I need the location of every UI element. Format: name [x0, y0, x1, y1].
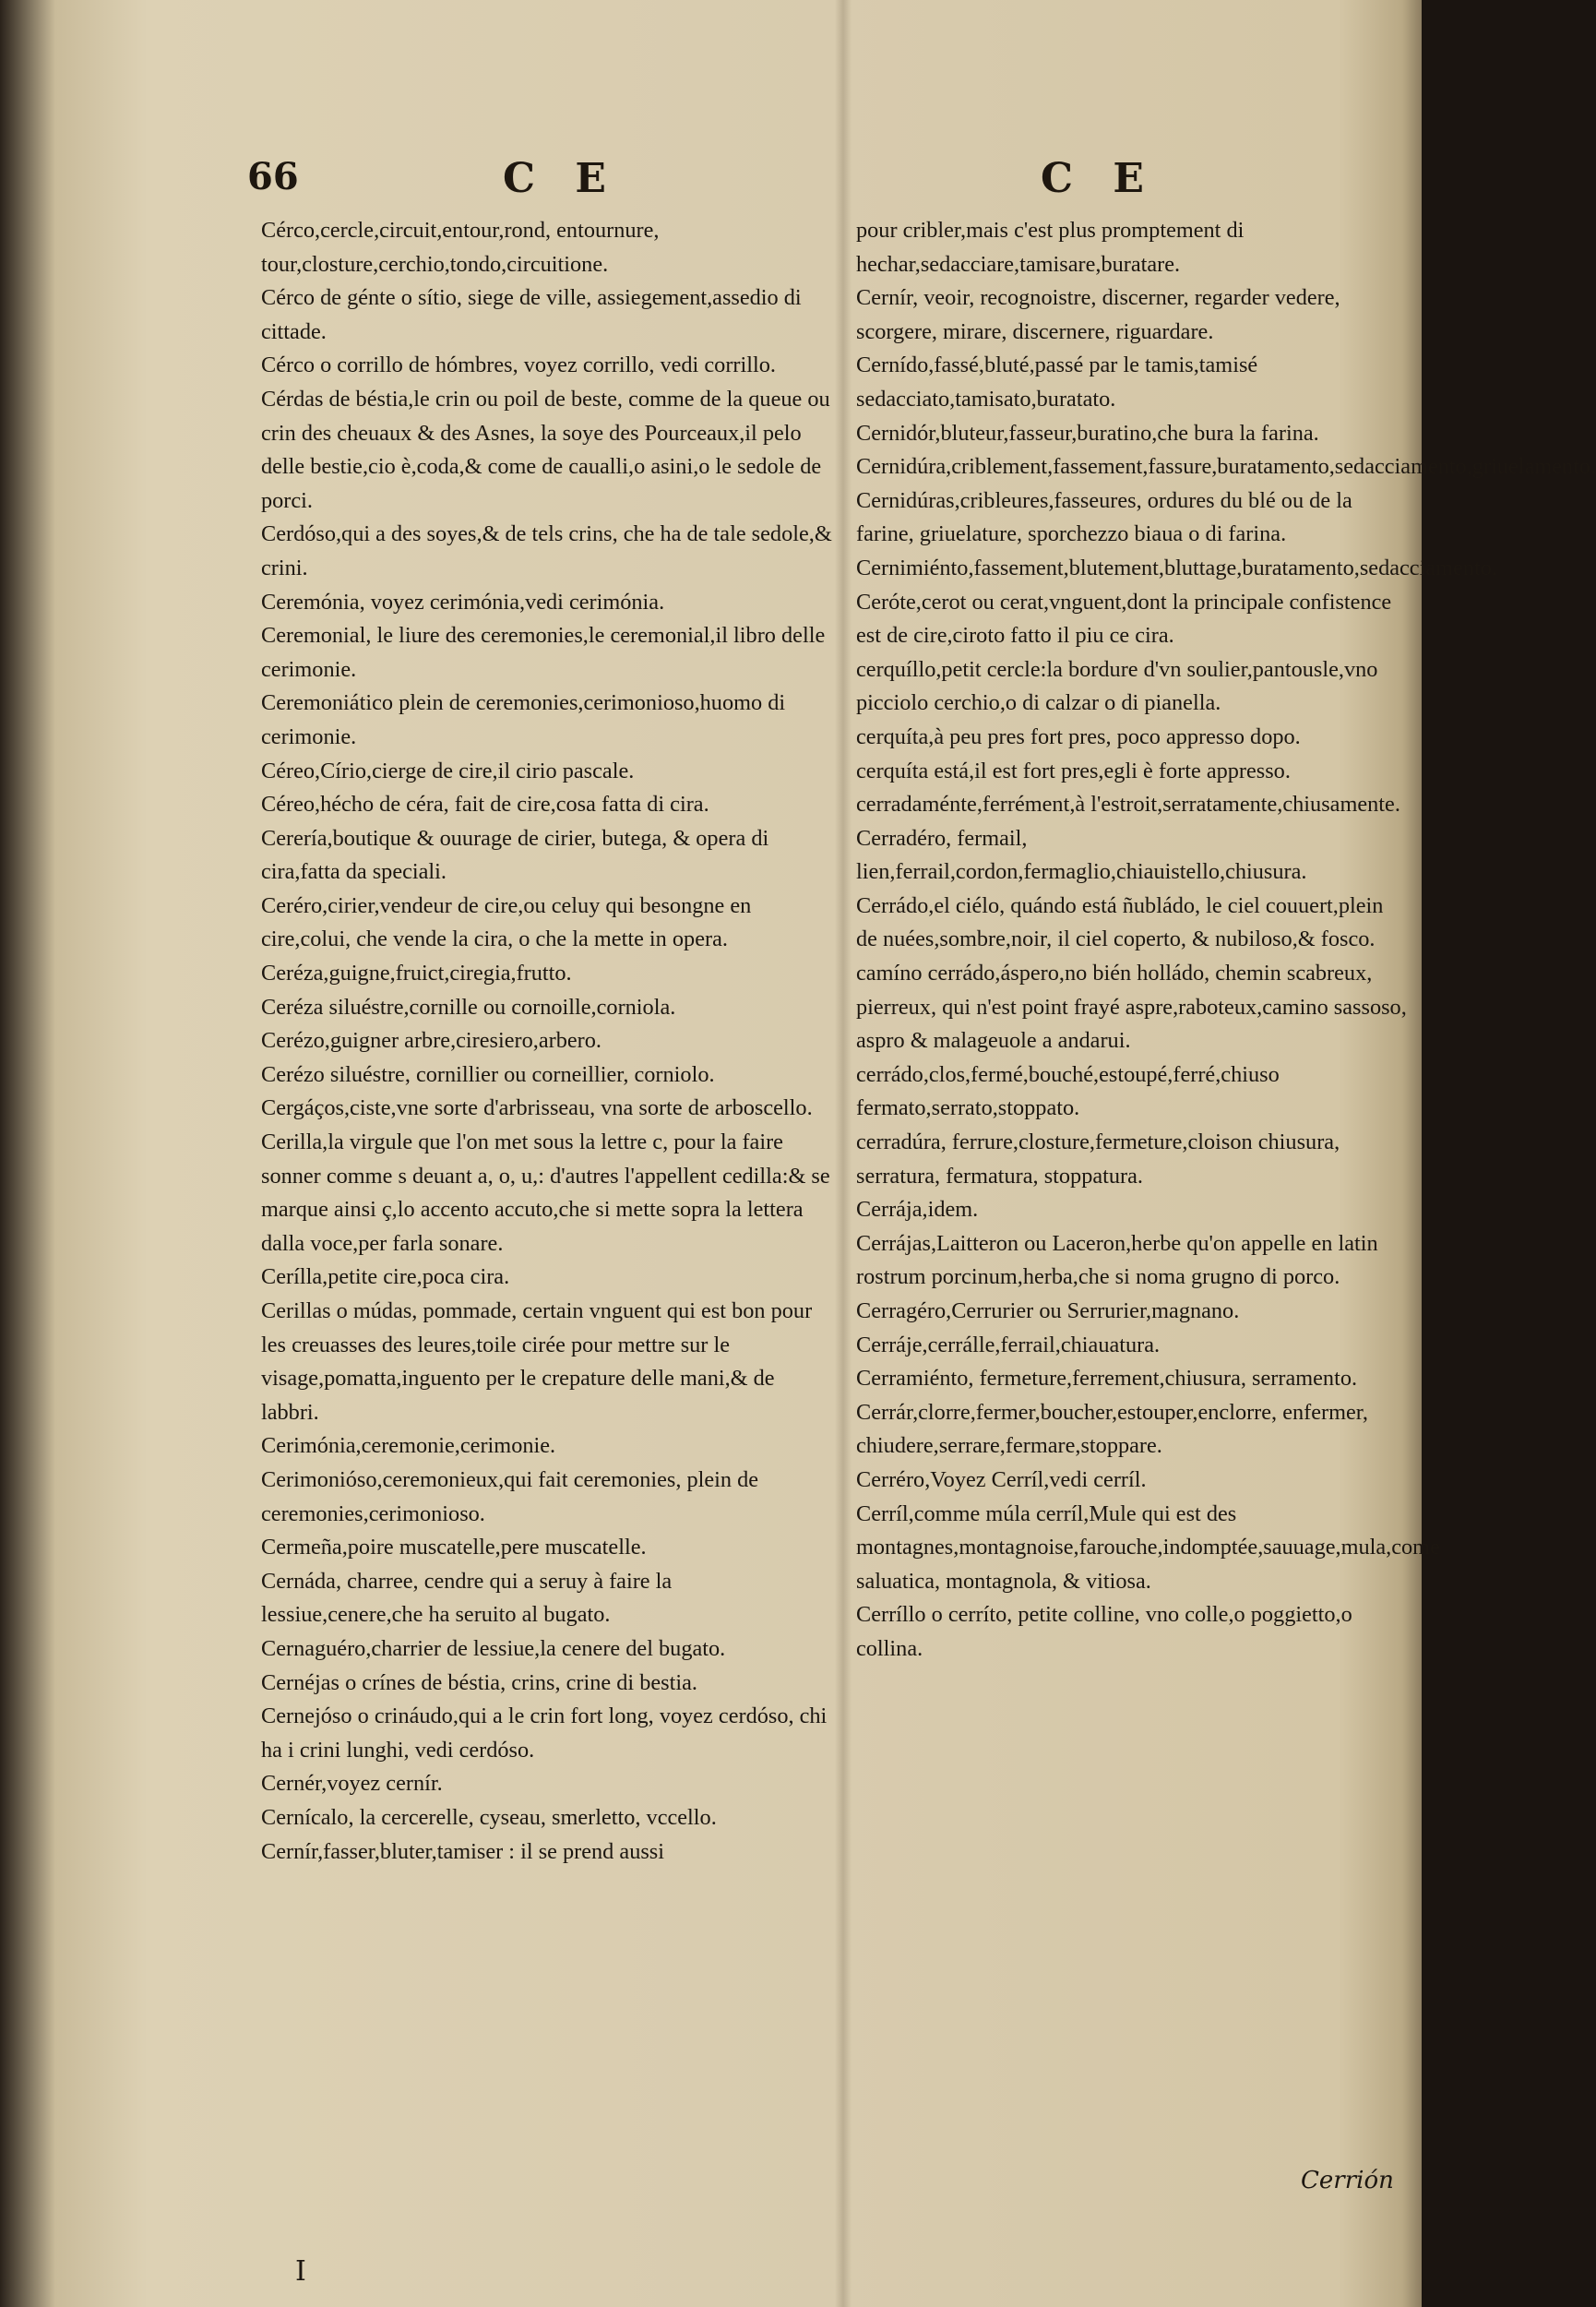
dictionary-entry: Cerréro,Voyez Cerríl,vedi cerríl. — [856, 1466, 1147, 1492]
dictionary-entry: Cernidór,bluteur,fasseur,buratino,che bura la farina. — [856, 420, 1319, 446]
dictionary-entry: Cernejóso o crináudo,qui a le crin fort long, voyez cerdóso, chi ha i crini lunghi, vedi cerdóso. — [261, 1703, 828, 1763]
page-number: 66 — [247, 155, 299, 198]
right-running-head: C E — [1041, 155, 1157, 202]
dictionary-entry: Céreo,hécho de céra, fait de cire,cosa fatta di cira. — [261, 792, 709, 818]
dictionary-entry: Cerilla,la virgule que l'on met sous la lettre c, pour la faire sonner comme s deuant a, o, u,: d'autres l'appellent cedilla:& se marque ainsi ç,lo accento accuto,che si mette sopra la lettera dalla voce,per farla sonare. — [261, 1130, 830, 1256]
dictionary-entry: Cermeña,poire muscatelle,pere muscatelle. — [261, 1535, 647, 1560]
dictionary-entry: Cernaguéro,charrier de lessiue,la cenere del bugato. — [261, 1635, 726, 1661]
dictionary-entry: cerquíta está,il est fort pres,egli è forte appresso. — [856, 758, 1291, 783]
dictionary-entry: Cerríl,comme múla cerríl,Mule qui est des montagnes,montagnoise,farouche,indomptée,sauuage,mula,come saluatica, montagnola, & vitiosa. — [856, 1500, 1440, 1594]
dictionary-entry: Cérco o corrillo de hómbres, voyez corrillo, vedi corrillo. — [261, 353, 776, 378]
dictionary-entry: Cerráje,cerrálle,ferrail,chiauatura. — [856, 1332, 1161, 1357]
dictionary-entry: Cerézo,guigner arbre,ciresiero,arbero. — [261, 1028, 601, 1054]
right-column — [856, 214, 1596, 1667]
dictionary-entry: Cernidúra,criblement,fassement,fassure,buratamento,sedacciamento,griuelamento. — [856, 454, 1596, 480]
dictionary-entry: Ceróte,cerot ou cerat,vnguent,dont la principale confistence est de cire,ciroto fatto il piu ce cira. — [856, 589, 1392, 649]
dictionary-entry: Cernér,voyez cernír. — [261, 1771, 443, 1797]
dictionary-entry: cerrádo,clos,fermé,bouché,estoupé,ferré,chiuso fermato,serrato,stoppato. — [856, 1061, 1280, 1121]
dictionary-entry: Cerílla,petite cire,poca cira. — [261, 1264, 510, 1290]
dictionary-entry: Cerillas o múdas, pommade, certain vnguent qui est bon pour les creuasses des leures,toile cirée pour mettre sur le visage,pomatta,inguento per le crepature delle mani,& de labbri. — [261, 1298, 813, 1425]
dictionary-entry: Cerrájas,Laitteron ou Laceron,herbe qu'on appelle en latin rostrum porcinum,herba,che si noma grugno di porco. — [856, 1230, 1378, 1290]
dictionary-entry: Ceremónia, voyez cerimónia,vedi cerimónia. — [261, 589, 665, 615]
dictionary-entry: Cerríllo o cerríto, petite colline, vno colle,o poggietto,o collina. — [856, 1602, 1352, 1661]
dictionary-entry: pour cribler,mais c'est plus promptement di hechar,sedacciare,tamisare,buratare. — [856, 218, 1245, 277]
dictionary-entry: Cerería,boutique & ouurage de cirier, butega, & opera di cira,fatta da speciali. — [261, 825, 769, 885]
dictionary-entry: cerquíllo,petit cercle:la bordure d'vn soulier,pantousle,vno picciolo cerchio,o di calzar o di pianella. — [856, 656, 1378, 716]
catchword: Cerrión — [1301, 2167, 1394, 2194]
left-column — [261, 214, 833, 1869]
dictionary-entry: Ceréza siluéstre,cornille ou cornoille,corniola. — [261, 994, 676, 1020]
dictionary-entry: Cernáda, charree, cendre qui a seruy à faire la lessiue,cenere,che ha seruito al bugato. — [261, 1568, 673, 1628]
dictionary-entry: Cergáços,ciste,vne sorte d'arbrisseau, vna sorte de arboscello. — [261, 1095, 813, 1121]
dictionary-entry: cerquíta,à peu pres fort pres, poco appresso dopo. — [856, 723, 1301, 749]
dictionary-entry: Cernícalo, la cercerelle, cyseau, smerletto, vccello. — [261, 1804, 717, 1830]
dictionary-entry: Ceremonial, le liure des ceremonies,le ceremonial,il libro delle cerimonie. — [261, 623, 826, 682]
left-running-head: C E — [503, 155, 619, 202]
dictionary-entry: Cérco,cercle,circuit,entour,rond, entournure, tour,closture,cerchio,tondo,circuitione. — [261, 218, 660, 277]
dictionary-entry: Cerimonióso,ceremonieux,qui fait ceremonies, plein de ceremonies,cerimonioso. — [261, 1466, 759, 1526]
dictionary-entry: Cerézo siluéstre, cornillier ou corneillier, corniolo. — [261, 1061, 715, 1087]
dictionary-entry: Cerramiénto, fermeture,ferrement,chiusura, serramento. — [856, 1366, 1358, 1392]
dictionary-entry: Ceréza,guigne,fruict,ciregia,frutto. — [261, 961, 572, 986]
dictionary-entry: Cerimónia,ceremonie,cerimonie. — [261, 1433, 556, 1459]
page-gutter-shadow — [835, 0, 852, 2307]
dictionary-entry: Cerrádo,el ciélo, quándo está ñubládo, le ciel couuert,plein de nuées,sombre,noir, il ciel coperto, & nubiloso,& fosco. — [856, 892, 1384, 952]
dictionary-entry: Cérdas de béstia,le crin ou poil de beste, comme de la queue ou crin des cheuaux & des Asnes, la soye des Pourceaux,il pelo delle bestie,cio è,coda,& come de caualli,o asini,o le sedole de porci. — [261, 386, 830, 513]
dictionary-entry: Cernéjas o crínes de béstia, crins, crine di bestia. — [261, 1669, 697, 1695]
dictionary-entry: Cernír, veoir, recognoistre, discerner, regarder vedere, scorgere, mirare, discernere, riguardare. — [856, 285, 1340, 344]
dictionary-entry: Cernír,fasser,bluter,tamiser : il se prend aussi — [261, 1838, 664, 1864]
dictionary-entry: Cerrája,idem. — [856, 1197, 979, 1223]
dictionary-entry: cerradúra, ferrure,closture,fermeture,cloison chiusura, serratura, fermatura, stoppatura. — [856, 1130, 1340, 1189]
signature-mark: I — [295, 2255, 306, 2288]
dictionary-entry: Cerrár,clorre,fermer,boucher,estouper,enclorre, enfermer, chiudere,serrare,fermare,stoppare. — [856, 1399, 1368, 1459]
dictionary-entry: Cernidúras,cribleures,fasseures, ordures du blé ou de la farine, griuelature, sporchezzo biaua o di farina. — [856, 487, 1352, 547]
dictionary-entry: camíno cerrádo,áspero,no bién holládo, chemin scabreux, pierreux, qui n'est point frayé aspre,raboteux,camino sassoso, aspro & malageuole a andarui. — [856, 961, 1407, 1054]
dictionary-entry: Cerdóso,qui a des soyes,& de tels crins, che ha de tale sedole,& crini. — [261, 521, 832, 580]
dictionary-entry: Cernído,fassé,bluté,passé par le tamis,tamisé sedacciato,tamisato,buratato. — [856, 353, 1258, 412]
dictionary-entry: Céreo,Círio,cierge de cire,il cirio pascale. — [261, 758, 635, 783]
dictionary-entry: Ceremoniático plein de ceremonies,cerimonioso,huomo di cerimonie. — [261, 690, 786, 749]
dictionary-entry: Cernimiénto,fassement,blutement,bluttage,buratamento,sedacciamento. — [856, 555, 1497, 580]
dictionary-entry: Cerragéro,Cerrurier ou Serrurier,magnano. — [856, 1298, 1240, 1323]
dictionary-entry: Cerradéro, fermail, lien,ferrail,cordon,fermaglio,chiauistello,chiusura. — [856, 825, 1307, 885]
dictionary-entry: Cérco de génte o sítio, siege de ville, assiegement,assedio di cittade. — [261, 285, 802, 344]
dictionary-entry: cerradaménte,ferrément,à l'estroit,serratamente,chiusamente. — [856, 792, 1400, 818]
dictionary-entry: Ceréro,cirier,vendeur de cire,ou celuy qui besongne en cire,colui, che vende la cira, o che la mette in opera. — [261, 892, 752, 952]
